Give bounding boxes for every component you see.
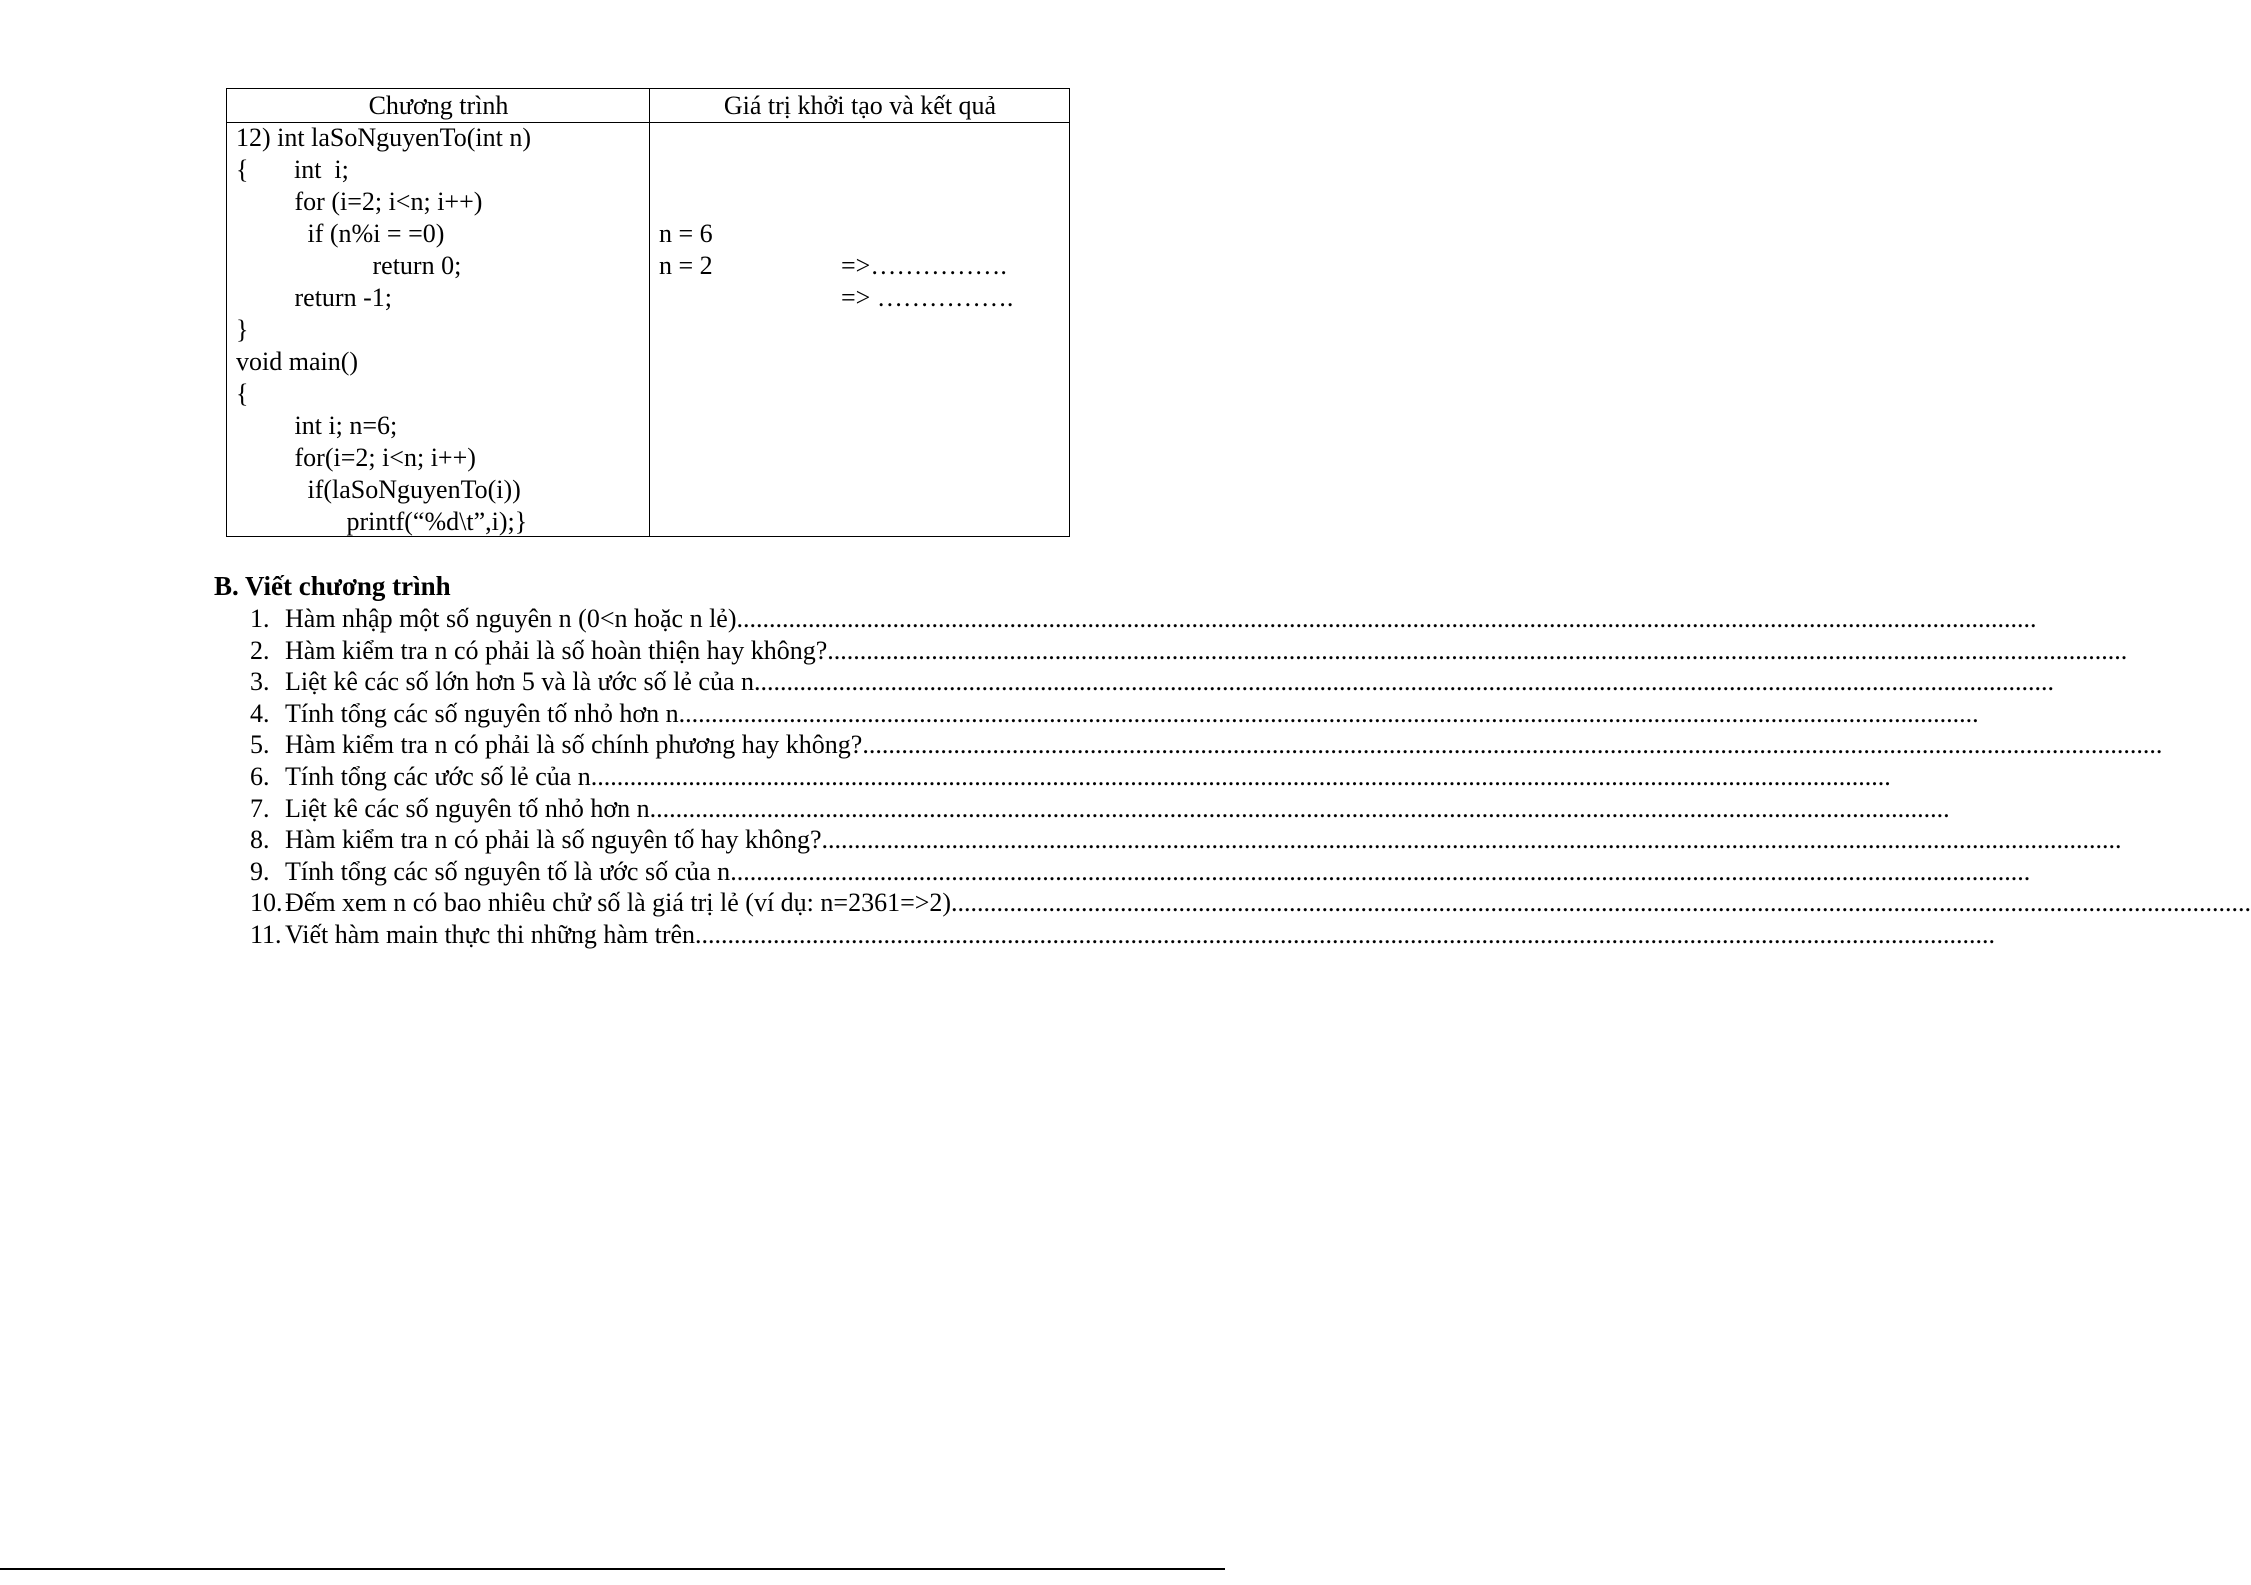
task-item [250,824,2122,856]
task-item [250,793,1950,825]
code-line: { int i; [236,155,349,184]
task-number: 8. [250,825,270,855]
code-line: int i; n=6; [236,411,398,440]
task-text: Liệt kê các số lớn hơn 5 và là ước số lẻ của n [285,667,755,697]
code-line: 12) int laSoNguyenTo(int n) [236,123,531,152]
code-line: { [236,379,249,408]
result-row [659,218,1059,312]
code-line: if(laSoNguyenTo(i)) [236,475,521,504]
task-text: Liệt kê các số nguyên tố nhỏ hơn n [285,793,650,823]
table-header-program: Chương trình [368,91,509,120]
code-line: void main() [236,347,359,376]
task-text: Tính tổng các ước số lẻ của n [285,761,591,791]
task-text: Hàm kiểm tra n có phải là số nguyên tố hay không? [285,825,822,855]
task-item [250,698,1979,730]
task-text: Hàm nhập một số nguyên n (0<n hoặc n lẻ) [285,604,737,633]
exercise-table [226,88,1070,537]
code-line: return -1; [236,283,392,312]
task-text: Hàm kiểm tra n có phải là số hoàn thiện hay không? [285,635,828,665]
task-item [250,635,2128,667]
task-text: Đếm xem n có bao nhiêu chử số là giá trị lẻ (ví dụ: n=2361=>2) [285,888,952,918]
task-leader-dots: ........................................................................................................................................................................................................ [590,761,1891,791]
code-line: printf(“%d\t”,i);} [236,507,528,536]
task-leader-dots: ........................................................................................................................................................................................................ [821,825,2122,855]
task-item [250,603,2037,635]
task-leader-dots: ........................................................................................................................................................................................................ [754,667,2055,697]
code-line: return 0; [236,251,462,280]
page-bottom-rule [0,1568,1225,1570]
task-leader-dots: ........................................................................................................................................................................................................ [695,919,1996,949]
table-header-results: Giá trị khởi tạo và kết quả [723,91,997,120]
task-leader-dots: ........................................................................................................................................................................................................ [730,856,2031,886]
task-item [250,761,1891,793]
task-number: 4. [250,698,270,728]
code-line: for (i=2; i<n; i++) [236,187,483,216]
task-number: 7. [250,793,270,823]
code-line: if (n%i = =0) [236,219,445,248]
task-leader-dots: ........................................................................................................................................................................................................ [951,888,2251,918]
code-line: } [236,315,249,344]
task-text: Tính tổng các số nguyên tố nhỏ hơn n [285,698,679,728]
task-item [250,887,2251,919]
task-text: Viết hàm main thực thi những hàm trên [285,919,696,949]
result-input: n = 6 [659,219,713,248]
result-input: n = 2 [659,251,713,280]
task-text: Hàm kiểm tra n có phải là số chính phương hay không? [285,730,863,760]
task-leader-dots: ........................................................................................................................................................................................................ [827,635,2128,665]
section-b-title: B. Viết chương trình [214,571,451,601]
task-item [250,729,2163,761]
task-number: 6. [250,761,270,791]
task-number: 10. [250,888,283,918]
table-column-divider [649,89,650,536]
code-line: for(i=2; i<n; i++) [236,443,476,472]
results-column [659,186,1059,312]
code-listing [236,122,531,538]
task-text: Tính tổng các số nguyên tố là ước số của n [285,856,731,886]
result-output-blank: => ……………. [841,283,1014,312]
result-output-blank: =>……………. [841,251,1007,280]
task-number: 5. [250,730,270,760]
task-leader-dots: ........................................................................................................................................................................................................ [649,793,1950,823]
task-number: 3. [250,667,270,697]
task-leader-dots: ........................................................................................................................................................................................................ [736,604,2037,633]
task-number: 9. [250,856,270,886]
task-leader-dots: ........................................................................................................................................................................................................ [862,730,2163,760]
task-item [250,919,1996,951]
task-list [250,603,2251,951]
task-leader-dots: ........................................................................................................................................................................................................ [678,698,1979,728]
task-item [250,856,2031,888]
task-item [250,666,2055,698]
task-number: 1. [250,604,270,633]
task-number: 11. [250,919,282,949]
task-number: 2. [250,635,270,665]
